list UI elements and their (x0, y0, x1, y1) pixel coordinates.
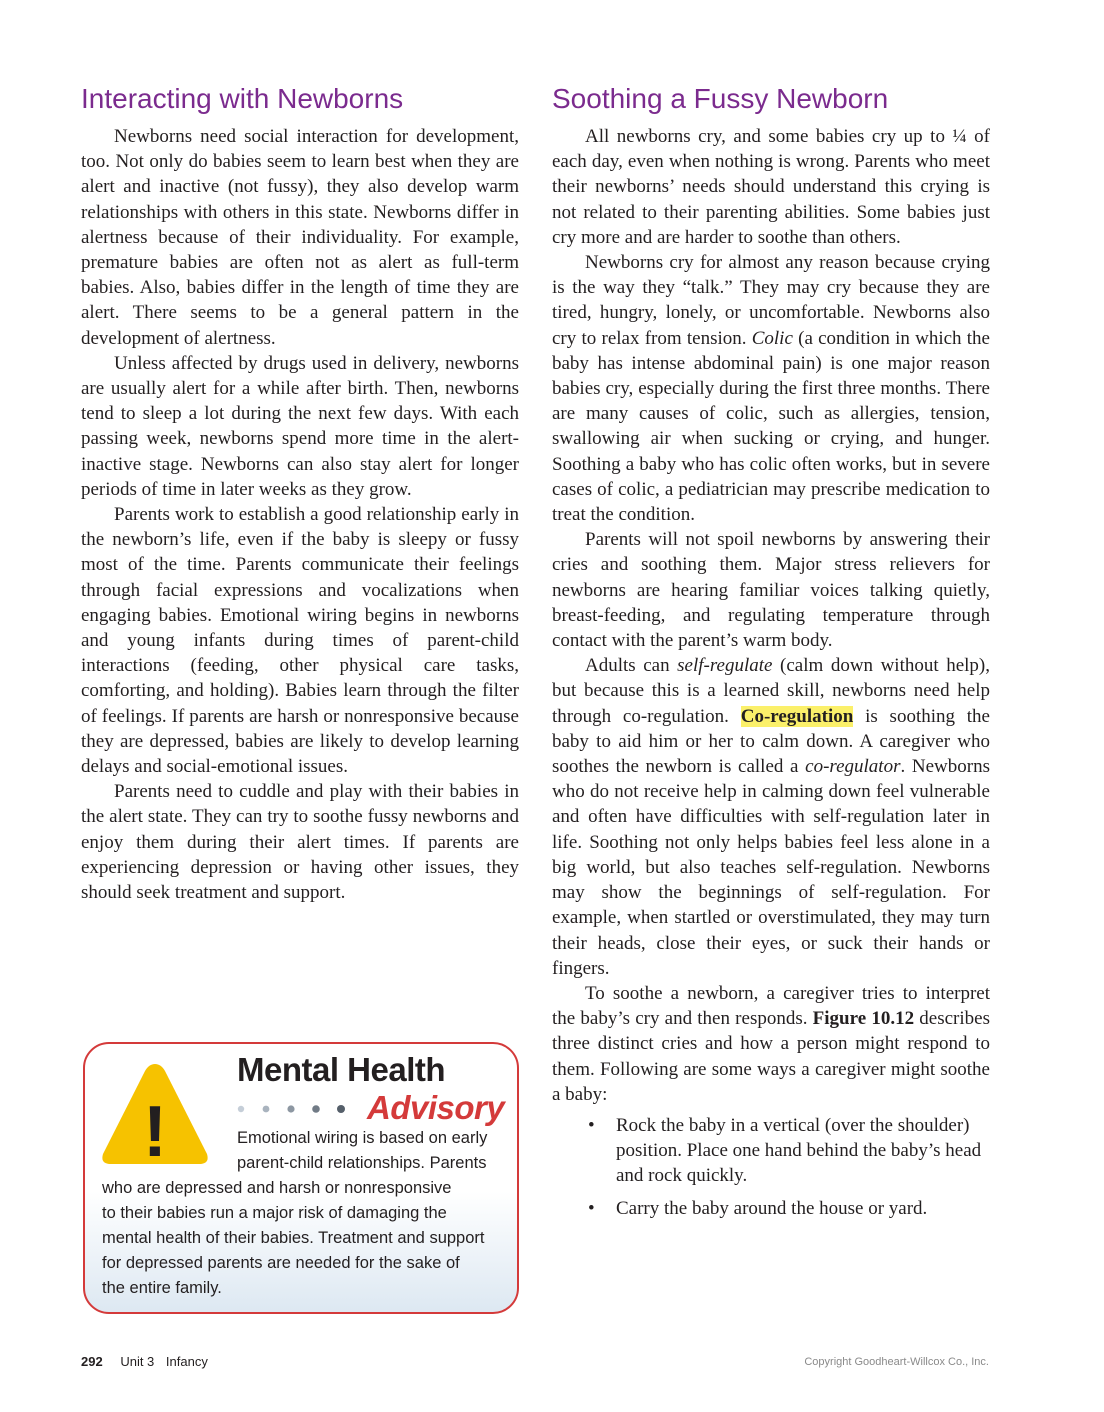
warning-triangle-icon (99, 1058, 211, 1170)
mental-health-advisory-box (83, 1042, 519, 1314)
decorative-dots (237, 1104, 355, 1114)
term-self-regulate: self-regulate (677, 655, 773, 677)
paragraph: Newborns cry for almost any reason because crying is the way they “talk.” They may cry because they are tired, hungry, lonely, or uncomfortable. Newborns also cry to relax from tension. Colic (a condition in which the baby has intense abdominal pain) is one major reason babies cry, especially during the first three months. There are many causes of colic, such as allergies, tension, swallowing air when sucking or crying, and hunger. Soothing a baby who has colic often works, but in severe cases of colic, a pediatrician may prescribe medication to treat the condition. (552, 252, 990, 526)
bullet-icon: • (588, 1114, 595, 1136)
left-column (81, 80, 519, 905)
section-heading-soothing: Soothing a Fussy Newborn (552, 83, 889, 114)
advisory-text-line: for depressed parents are needed for the sake of (102, 1254, 460, 1272)
figure-reference[interactable]: Figure 10.12 (812, 1008, 915, 1030)
paragraph: All newborns cry, and some babies cry up to ¼ of each day, even when nothing is wrong. Parents who meet their newborns’ needs should understand this crying is not related to their parenting abilities. Some babies just cry more and are harder to soothe than others. (552, 126, 990, 248)
advisory-subtitle: Advisory (367, 1089, 505, 1126)
paragraph: Adults can self-regulate (calm down without help), but because this is a learned skill, newborns need help through co-regulation. Co-regulation is soothing the baby to aid him or her to calm down. A caregiver who soothes the newborn is called a co-regulator. Newborns who do not receive help in calming down feel vulnerable and often have difficulties with self-regulation later in life. Soothing not only helps babies feel less alone in a big world, but also teaches self-regulation. Newborns may show the beginnings of self-regulation. For example, when startled or overstimulated, they may turn their heads, close their eyes, or suck their hands or fingers. (552, 655, 990, 979)
advisory-text-line: mental health of their babies. Treatment and support (102, 1229, 485, 1247)
bullet-icon: • (588, 1197, 595, 1219)
right-column (552, 80, 990, 1228)
list-item: • Carry the baby around the house or yard. (588, 1196, 990, 1221)
soothing-tips-list (552, 1113, 990, 1221)
paragraph: Parents will not spoil newborns by answering their cries and soothing them. Major stress relievers for newborns are hearing familiar voices talking quietly, breast-feeding, and regulating temperature through contact with the parent’s warm body. (552, 529, 990, 652)
advisory-title: Mental Health (237, 1051, 446, 1088)
unit-title: Infancy (165, 1354, 208, 1369)
term-colic: Colic (751, 327, 793, 349)
paragraph: To soothe a newborn, a caregiver tries to interpret the baby’s cry and then responds. Figure 10.12 describes three distinct cries and how a person might respond to them. Following are some ways a caregiver might soothe a baby: (552, 982, 990, 1105)
list-item: • Rock the baby in a vertical (over the shoulder) position. Place one hand behind the baby’s head and rock quickly. (588, 1114, 982, 1187)
paragraph: Newborns need social interaction for development, too. Not only do babies seem to learn best when they are alert and inactive (not fussy), they also develop warm relationships with others in this state. Newborns differ in alertness because of their individuality. For example, premature babies are often not as alert as full-term babies. Also, babies differ in the length of time they are alert. There seems to be a general pattern in the development of alertness. (81, 126, 519, 349)
section-heading-interacting: Interacting with Newborns (81, 83, 404, 114)
advisory-text-line: parent-child relationships. Parents (237, 1154, 487, 1172)
page-footer (81, 1354, 208, 1369)
unit-label: Unit 3 (120, 1354, 155, 1369)
exclamation-mark: ! (143, 1092, 167, 1170)
advisory-text-line: to their babies run a major risk of damaging the (102, 1204, 447, 1222)
paragraph: Parents work to establish a good relationship early in the newborn’s life, even if the baby is sleepy or fussy most of the time. Parents communicate their feelings through facial expressions and vocalizations when engaging babies. Emotional wiring begins in newborns and young infants during times of parent-child interactions (feeding, other physical care tasks, comforting, and holding). Babies learn through the filter of feelings. If parents are harsh or nonresponsive because they are depressed, babies are likely to develop learning delays and social-emotional issues. (81, 504, 519, 778)
term-co-regulator: co-regulator (805, 756, 901, 778)
page-number: 292 (81, 1354, 103, 1369)
advisory-text-line: the entire family. (102, 1279, 222, 1297)
advisory-text-line: Emotional wiring is based on early (237, 1129, 488, 1147)
paragraph: Unless affected by drugs used in delivery, newborns are usually alert for a while after birth. Then, newborns tend to sleep a lot during the next few days. With each passing week, newborns spend more time in the alert-inactive stage. Newborns can also stay alert for longer periods of time in later weeks as they grow. (81, 352, 519, 500)
paragraph: Parents need to cuddle and play with their babies in the alert state. They can try to soothe fussy newborns and enjoy them during their alert times. If parents are experiencing depression or having other issues, they should seek treatment and support. (81, 781, 519, 904)
copyright-notice: Copyright Goodheart-Willcox Co., Inc. (804, 1356, 989, 1368)
key-term-co-regulation: Co-regulation (740, 705, 854, 727)
advisory-text-line: who are depressed and harsh or nonresponsive (102, 1179, 452, 1197)
